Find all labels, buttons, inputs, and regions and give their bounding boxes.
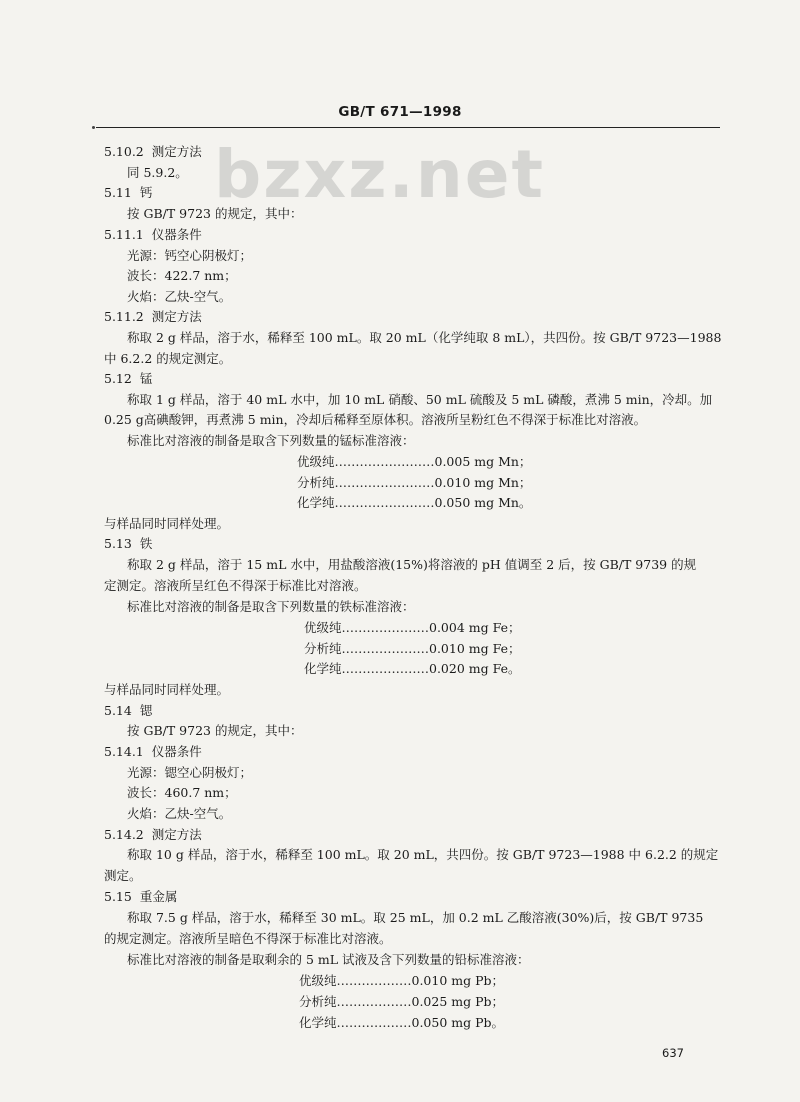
paragraph-line: 光源：锶空心阴极灯； bbox=[127, 765, 253, 780]
paragraph-line: 称取 10 g 样品，溶于水，稀释至 100 mL。取 20 mL，共四份。按 GB/T 9723—1988 中 6.2.2 的规定 bbox=[127, 847, 719, 862]
continuation-line: 测定。 bbox=[104, 868, 142, 883]
section-heading bbox=[104, 743, 202, 761]
paragraph-line: 火焰：乙炔-空气。 bbox=[127, 289, 232, 304]
section-number: 5.11 bbox=[104, 185, 132, 200]
section-title: 测定方法 bbox=[151, 309, 202, 324]
paragraph-line: 称取 7.5 g 样品，溶于水，稀释至 30 mL。取 25 mL，加 0.2 mL 乙酸溶液(30%)后，按 GB/T 9735 bbox=[127, 910, 704, 925]
watermark: bzxz.net bbox=[214, 136, 546, 213]
paragraph-line: 称取 1 g 样品，溶于 40 mL 水中，加 10 mL 硝酸、50 mL 硫酸及 5 mL 磷酸，煮沸 5 min，冷却。加 bbox=[127, 392, 713, 407]
section-number: 5.14.2 bbox=[104, 827, 144, 842]
section-title: 仪器条件 bbox=[151, 227, 202, 242]
section-title: 测定方法 bbox=[151, 827, 202, 842]
section-heading bbox=[104, 535, 152, 553]
continuation-line: 中 6.2.2 的规定测定。 bbox=[104, 351, 232, 366]
section-number: 5.10.2 bbox=[104, 144, 144, 159]
continuation-line: 与样品同时同样处理。 bbox=[104, 516, 230, 531]
header-rule bbox=[96, 127, 720, 128]
standard-line: 化学纯………………0.050 mg Pb。 bbox=[299, 1015, 504, 1030]
section-heading bbox=[104, 184, 152, 202]
section-heading bbox=[104, 308, 202, 326]
standard-line: 化学纯……………………0.050 mg Mn。 bbox=[297, 495, 532, 510]
continuation-line: 的规定测定。溶液所呈暗色不得深于标准比对溶液。 bbox=[104, 931, 392, 946]
paragraph-line: 同 5.9.2。 bbox=[127, 165, 188, 180]
section-title: 仪器条件 bbox=[151, 744, 202, 759]
page-header: GB/T 671—1998 bbox=[338, 104, 462, 120]
margin-dot bbox=[92, 126, 95, 129]
section-title: 铁 bbox=[139, 536, 153, 551]
paragraph-line: 标准比对溶液的制备是取剩余的 5 mL 试液及含下列数量的铅标准溶液： bbox=[127, 952, 530, 967]
page-number: 637 bbox=[662, 1046, 684, 1060]
paragraph-line: 按 GB/T 9723 的规定，其中： bbox=[127, 206, 303, 221]
section-title: 测定方法 bbox=[151, 144, 202, 159]
section-heading bbox=[104, 370, 152, 388]
section-title: 钙 bbox=[139, 185, 153, 200]
section-number: 5.14.1 bbox=[104, 744, 144, 759]
paragraph-line: 波长：460.7 nm； bbox=[127, 785, 237, 800]
section-number: 5.14 bbox=[104, 703, 132, 718]
paragraph-line: 火焰：乙炔-空气。 bbox=[127, 806, 232, 821]
section-heading bbox=[104, 826, 202, 844]
section-number: 5.11.2 bbox=[104, 309, 144, 324]
standard-line: 分析纯…………………0.010 mg Fe； bbox=[304, 641, 521, 656]
paragraph-line: 光源：钙空心阴极灯； bbox=[127, 248, 253, 263]
section-heading bbox=[104, 226, 202, 244]
paragraph-line: 称取 2 g 样品，溶于 15 mL 水中，用盐酸溶液(15%)将溶液的 pH 值调至 2 后，按 GB/T 9739 的规 bbox=[127, 557, 697, 572]
standard-line: 优级纯………………0.010 mg Pb； bbox=[299, 973, 504, 988]
standard-line: 优级纯……………………0.005 mg Mn； bbox=[297, 454, 532, 469]
standard-line: 分析纯………………0.025 mg Pb； bbox=[299, 994, 504, 1009]
paragraph-line: 标准比对溶液的制备是取含下列数量的铁标准溶液： bbox=[127, 599, 415, 614]
standard-line: 优级纯…………………0.004 mg Fe； bbox=[304, 620, 521, 635]
continuation-line: 定测定。溶液所呈红色不得深于标准比对溶液。 bbox=[104, 578, 367, 593]
section-heading bbox=[104, 143, 202, 161]
standard-line: 化学纯…………………0.020 mg Fe。 bbox=[304, 661, 521, 676]
section-title: 锶 bbox=[139, 703, 153, 718]
section-number: 5.12 bbox=[104, 371, 132, 386]
section-number: 5.13 bbox=[104, 536, 132, 551]
paragraph-line: 按 GB/T 9723 的规定，其中： bbox=[127, 723, 303, 738]
paragraph-line: 称取 2 g 样品，溶于水，稀释至 100 mL。取 20 mL（化学纯取 8 mL），共四份。按 GB/T 9723—1988 bbox=[127, 330, 722, 345]
section-title: 锰 bbox=[139, 371, 153, 386]
continuation-line: 与样品同时同样处理。 bbox=[104, 682, 230, 697]
continuation-line: 0.25 g高碘酸钾，再煮沸 5 min，冷却后稀释至原体积。溶液所呈粉红色不得深于标准比对溶液。 bbox=[104, 412, 647, 427]
section-title: 重金属 bbox=[139, 889, 178, 904]
section-number: 5.11.1 bbox=[104, 227, 144, 242]
paragraph-line: 标准比对溶液的制备是取含下列数量的锰标准溶液： bbox=[127, 433, 415, 448]
section-heading bbox=[104, 702, 152, 720]
paragraph-line: 波长：422.7 nm； bbox=[127, 268, 237, 283]
section-heading bbox=[104, 888, 177, 906]
standard-line: 分析纯……………………0.010 mg Mn； bbox=[297, 475, 532, 490]
section-number: 5.15 bbox=[104, 889, 132, 904]
